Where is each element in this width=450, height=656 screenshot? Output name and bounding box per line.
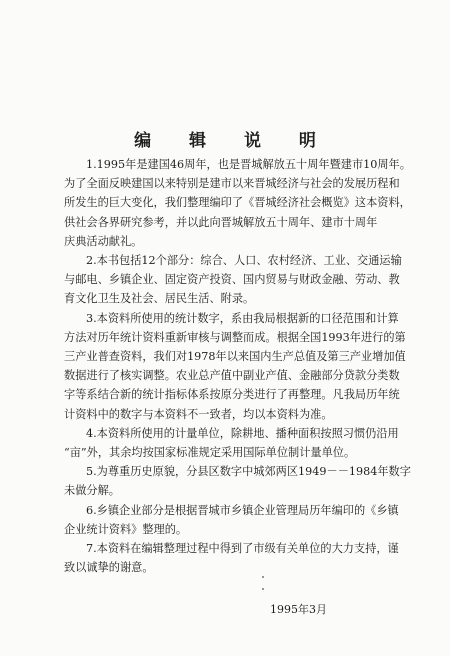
text-line: 2.本书包括12个部分：综合、人口、农村经济、工业、交通运输 <box>86 254 402 268</box>
text-line: 育文化卫生及社会、居民生活、附录。 <box>64 292 255 306</box>
text-line: 为了全面反映建国以来特别是建市以来晋城经济与社会的发展历程和 <box>64 177 400 191</box>
text-line: 3.本资料所使用的统计数字，系由我局根据新的口径范围和计算 <box>86 311 399 325</box>
text-line: 4.本资料所使用的计量单位，除耕地、播种面积按照习惯仍沿用 <box>86 426 399 440</box>
scan-speck <box>262 576 264 578</box>
text-line: 庆典活动献礼。 <box>64 234 143 248</box>
date-signature: 1995年3月 <box>270 603 327 616</box>
page-title: 编 辑 说 明 <box>134 131 332 151</box>
text-line: 企业统计资料》整理的。 <box>64 522 188 536</box>
text-line: 计资料中的数字与本资料不一致者，均以本资料为准。 <box>64 407 333 421</box>
text-line: 数据进行了核实调整。农业总产值中副业产值、金融部分贷款分类数 <box>64 369 400 383</box>
scan-speck <box>262 588 264 590</box>
text-line: 所发生的巨大变化，我们整理编印了《晋城经济社会概览》这本资料， <box>64 196 411 210</box>
text-line: 与邮电、乡镇企业、固定资产投资、国内贸易与财政金融、劳动、教 <box>64 273 400 287</box>
text-line: 6.乡镇企业部分是根据晋城市乡镇企业管理局历年编印的《乡镇 <box>86 503 399 517</box>
text-line: 5.为尊重历史原貌，分县区数字中城郊两区1949－－1984年数字 <box>86 465 411 479</box>
text-line: “亩”外，其余均按国家标准规定采用国际单位制计量单位。 <box>64 446 356 460</box>
editorial-notes-body <box>64 155 414 577</box>
text-line: 7.本资料在编辑整理过程中得到了市级有关单位的大力支持，谨 <box>86 542 399 556</box>
text-line: 未做分解。 <box>64 484 120 498</box>
text-line: 致以诚挚的谢意。 <box>64 561 154 575</box>
text-line: 字等系结合新的统计指标体系按原分类进行了再整理。凡我局历年统 <box>64 388 400 402</box>
text-line: 三产业普查资料，我们对1978年以来国内生产总值及第三产业增加值 <box>64 350 406 364</box>
text-line: 供社会各界研究参考，并以此向晋城解放五十周年、建市十周年 <box>64 215 378 229</box>
text-line: 1.1995年是建国46周年，也是晋城解放五十周年暨建市10周年。 <box>86 158 411 171</box>
text-line: 方法对历年统计资料重新审核与调整而成。根据全国1993年进行的第 <box>64 330 406 344</box>
